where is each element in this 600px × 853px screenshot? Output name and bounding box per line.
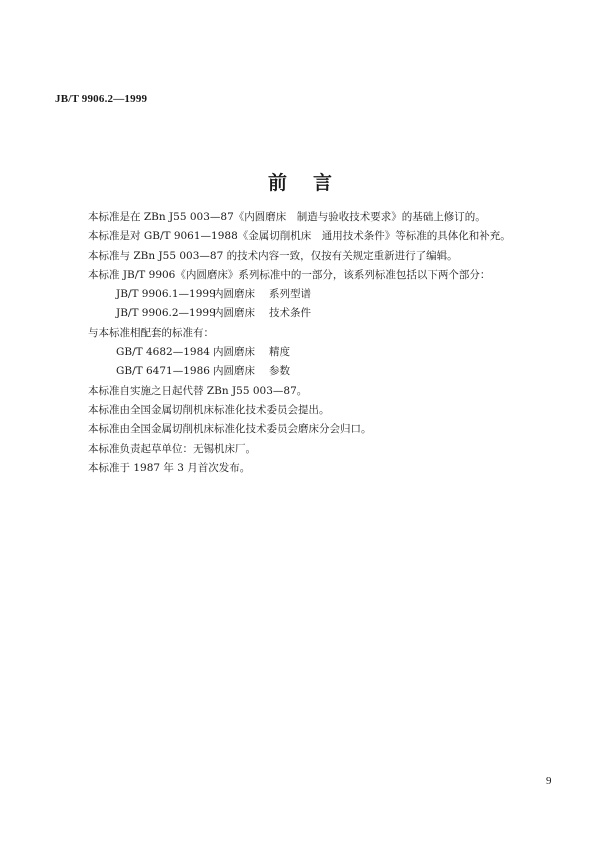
- page-number: 9: [546, 775, 552, 787]
- paragraph: 本标准 JB/T 9906《内圆磨床》系列标准中的一部分，该系列标准包括以下两个部分：: [88, 268, 491, 281]
- series-part-code: JB/T 9906.2—1999: [116, 307, 216, 320]
- closing-paragraph: 本标准由全国金属切削机床标准化技术委员会提出。: [88, 403, 330, 416]
- body-text: [88, 208, 558, 478]
- closing-paragraph: 本标准负责起草单位：无锡机床厂。: [88, 442, 256, 455]
- series-part-title: 技术条件: [269, 307, 311, 320]
- related-standard-title: 精度: [269, 346, 290, 359]
- series-part-code: JB/T 9906.1—1999: [116, 288, 216, 301]
- paragraph: 本标准与 ZBn J55 003—87 的技术内容一致，仅按有关规定重新进行了编辑。: [88, 249, 458, 262]
- related-standard-name: 内圆磨床: [213, 346, 255, 359]
- related-standard-code: GB/T 4682—1984: [116, 346, 210, 359]
- closing-paragraph: 本标准于 1987 年 3 月首次发布。: [88, 461, 251, 474]
- paragraph: 本标准是对 GB/T 9061—1988《金属切削机床 通用技术条件》等标准的具体化和补充。: [88, 230, 511, 243]
- related-standard-item: [88, 343, 558, 362]
- series-part-name: 内圆磨床: [213, 288, 255, 301]
- standard-code: JB/T 9906.2—1999: [55, 93, 148, 105]
- related-standard-name: 内圆磨床: [213, 365, 255, 378]
- series-part-title: 系列型谱: [269, 288, 311, 301]
- closing-paragraph: 本标准自实施之日起代替 ZBn J55 003—87。: [88, 384, 308, 397]
- related-standard-title: 参数: [269, 365, 290, 378]
- series-part-name: 内圆磨床: [213, 307, 255, 320]
- related-standard-item: [88, 362, 558, 381]
- series-part-item: [88, 304, 558, 323]
- closing-paragraph: 本标准由全国金属切削机床标准化技术委员会磨床分会归口。: [88, 423, 372, 436]
- page-title: 前言: [267, 172, 358, 194]
- series-part-item: [88, 285, 558, 304]
- paragraph: 本标准是在 ZBn J55 003—87《内圆磨床 制造与验收技术要求》的基础上修订的。: [88, 211, 486, 223]
- related-standard-code: GB/T 6471—1986: [116, 365, 210, 378]
- related-intro: 与本标准相配套的标准有：: [88, 326, 214, 339]
